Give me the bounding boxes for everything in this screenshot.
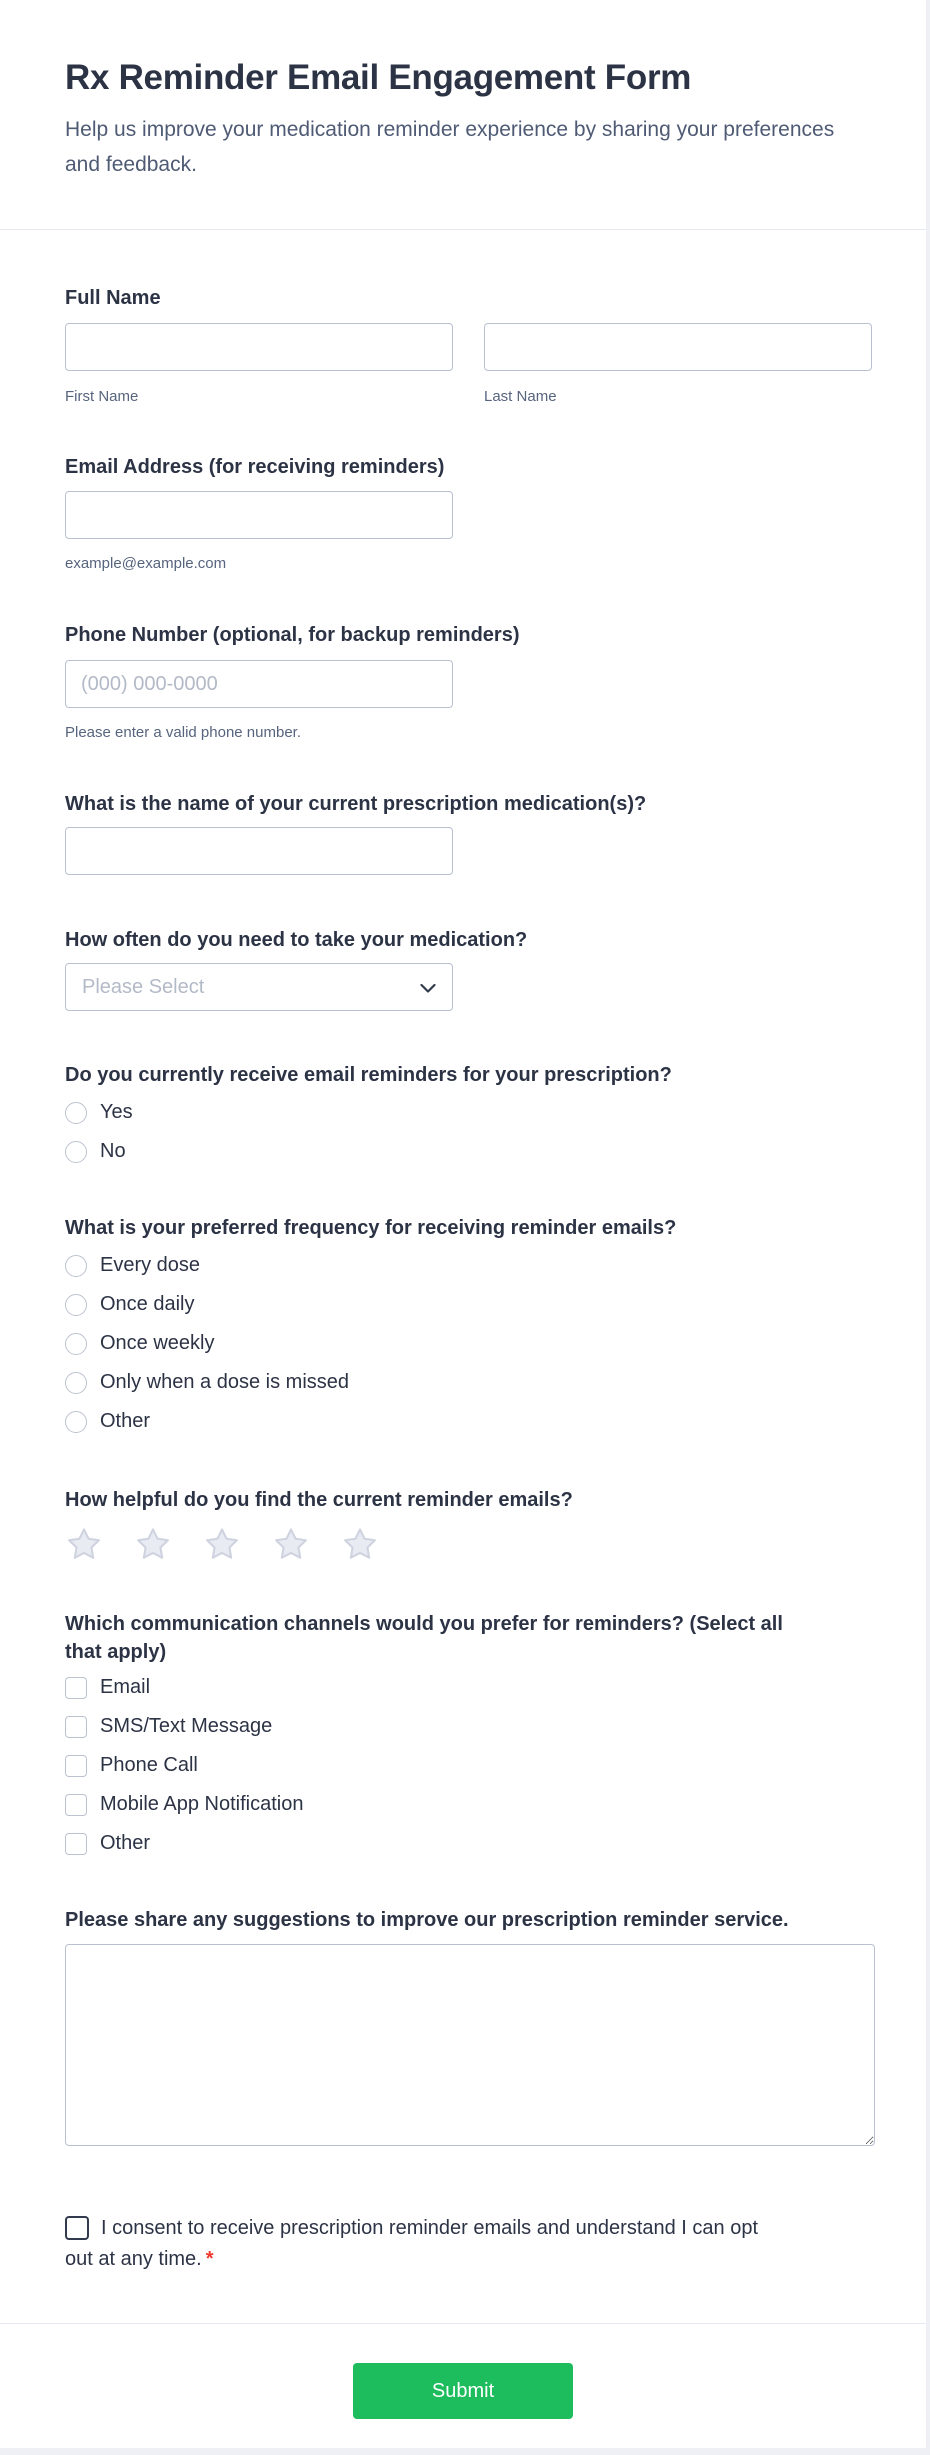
form-body: [0, 284, 926, 2275]
suggestions-label: Please share any suggestions to improve our prescription reminder service.: [65, 1909, 789, 1931]
frequency-select-label: How often do you need to take your medication?: [65, 929, 528, 951]
consent-label: I consent to receive prescription reminder emails and understand I can opt out at any time.: [65, 2217, 759, 2270]
full-name-row: [65, 323, 875, 406]
channels-options: [65, 1668, 875, 1863]
radio-label: Every dose: [100, 1254, 201, 1276]
radio-label: Other: [100, 1410, 151, 1432]
checkbox-label: Other: [100, 1832, 151, 1854]
field-suggestions: [65, 1906, 875, 2151]
radio-label: Only when a dose is missed: [100, 1371, 350, 1393]
radio-option-yes[interactable]: [65, 1093, 875, 1132]
field-full-name: [65, 284, 875, 406]
radio-option-missed-dose[interactable]: [65, 1363, 875, 1402]
consent-row: [65, 2213, 790, 2275]
email-input[interactable]: [65, 491, 453, 539]
star-icon[interactable]: [341, 1525, 379, 1563]
checkbox-icon[interactable]: [65, 1833, 87, 1855]
medication-input[interactable]: [65, 827, 453, 875]
radio-option-once-daily[interactable]: [65, 1285, 875, 1324]
checkbox-option-email[interactable]: [65, 1668, 875, 1707]
radio-option-no[interactable]: [65, 1132, 875, 1171]
field-medication: [65, 790, 875, 875]
checkbox-label: Email: [100, 1676, 151, 1698]
radio-icon[interactable]: [65, 1294, 87, 1316]
radio-icon[interactable]: [65, 1372, 87, 1394]
field-helpfulness: [65, 1486, 875, 1564]
field-preferred-frequency: [65, 1214, 875, 1441]
field-email: [65, 453, 875, 573]
radio-option-once-weekly[interactable]: [65, 1324, 875, 1363]
preferred-frequency-options: [65, 1246, 875, 1441]
helpfulness-label: How helpful do you find the current reminder emails?: [65, 1489, 573, 1511]
suggestions-textarea[interactable]: [65, 1944, 875, 2146]
star-icon[interactable]: [203, 1525, 241, 1563]
field-current-reminders: [65, 1061, 875, 1171]
field-phone: [65, 621, 875, 742]
checkbox-option-other[interactable]: [65, 1824, 875, 1863]
radio-label: Once daily: [100, 1293, 195, 1315]
checkbox-label: SMS/Text Message: [100, 1715, 273, 1737]
form-header: [0, 0, 926, 182]
star-icon[interactable]: [65, 1525, 103, 1563]
form-title: Rx Reminder Email Engagement Form: [65, 58, 692, 97]
current-reminders-label: Do you currently receive email reminders for your prescription?: [65, 1064, 672, 1086]
frequency-select[interactable]: [65, 963, 453, 1011]
phone-helper: Please enter a valid phone number.: [65, 724, 301, 741]
checkbox-icon[interactable]: [65, 1794, 87, 1816]
header-divider: [0, 229, 926, 230]
radio-label: Yes: [100, 1101, 133, 1123]
first-name-sublabel: First Name: [65, 388, 139, 405]
form-subtitle: Help us improve your medication reminder experience by sharing your preferences and feedback.: [65, 118, 835, 176]
checkbox-label: Phone Call: [100, 1754, 198, 1776]
email-label: Email Address (for receiving reminders): [65, 456, 445, 478]
star-rating: [65, 1524, 875, 1564]
first-name-group: [65, 323, 453, 406]
checkbox-option-phone-call[interactable]: [65, 1746, 875, 1785]
radio-icon[interactable]: [65, 1411, 87, 1433]
radio-label: Once weekly: [100, 1332, 215, 1354]
radio-icon[interactable]: [65, 1141, 87, 1163]
full-name-label: Full Name: [65, 287, 161, 309]
last-name-input[interactable]: [484, 323, 872, 371]
radio-icon[interactable]: [65, 1102, 87, 1124]
checkbox-icon[interactable]: [65, 1677, 87, 1699]
form-footer: [0, 2324, 926, 2419]
frequency-select-value: Please Select: [82, 975, 205, 998]
field-frequency-select: [65, 926, 875, 1011]
phone-label: Phone Number (optional, for backup reminders): [65, 624, 520, 646]
radio-icon[interactable]: [65, 1255, 87, 1277]
radio-option-every-dose[interactable]: [65, 1246, 875, 1285]
checkbox-option-mobile-app[interactable]: [65, 1785, 875, 1824]
required-asterisk: *: [205, 2248, 214, 2270]
submit-button[interactable]: Submit: [353, 2363, 573, 2419]
radio-icon[interactable]: [65, 1333, 87, 1355]
chevron-down-icon: [420, 984, 436, 993]
last-name-sublabel: Last Name: [484, 388, 557, 405]
checkbox-option-sms[interactable]: [65, 1707, 875, 1746]
current-reminders-options: [65, 1093, 875, 1171]
star-icon[interactable]: [272, 1525, 310, 1563]
radio-label: No: [100, 1140, 126, 1162]
last-name-group: [484, 323, 872, 406]
first-name-input[interactable]: [65, 323, 453, 371]
star-icon[interactable]: [134, 1525, 172, 1563]
field-channels: [65, 1610, 875, 1863]
consent-checkbox[interactable]: [65, 2216, 89, 2240]
checkbox-icon[interactable]: [65, 1716, 87, 1738]
radio-option-other[interactable]: [65, 1402, 875, 1441]
phone-input[interactable]: [65, 660, 453, 708]
preferred-frequency-label: What is your preferred frequency for receiving reminder emails?: [65, 1217, 677, 1239]
field-consent: [65, 2213, 875, 2275]
medication-label: What is the name of your current prescription medication(s)?: [65, 793, 647, 815]
email-helper: example@example.com: [65, 555, 227, 572]
channels-label: Which communication channels would you prefer for reminders? (Select all that apply): [65, 1613, 783, 1663]
checkbox-label: Mobile App Notification: [100, 1793, 304, 1815]
checkbox-icon[interactable]: [65, 1755, 87, 1777]
